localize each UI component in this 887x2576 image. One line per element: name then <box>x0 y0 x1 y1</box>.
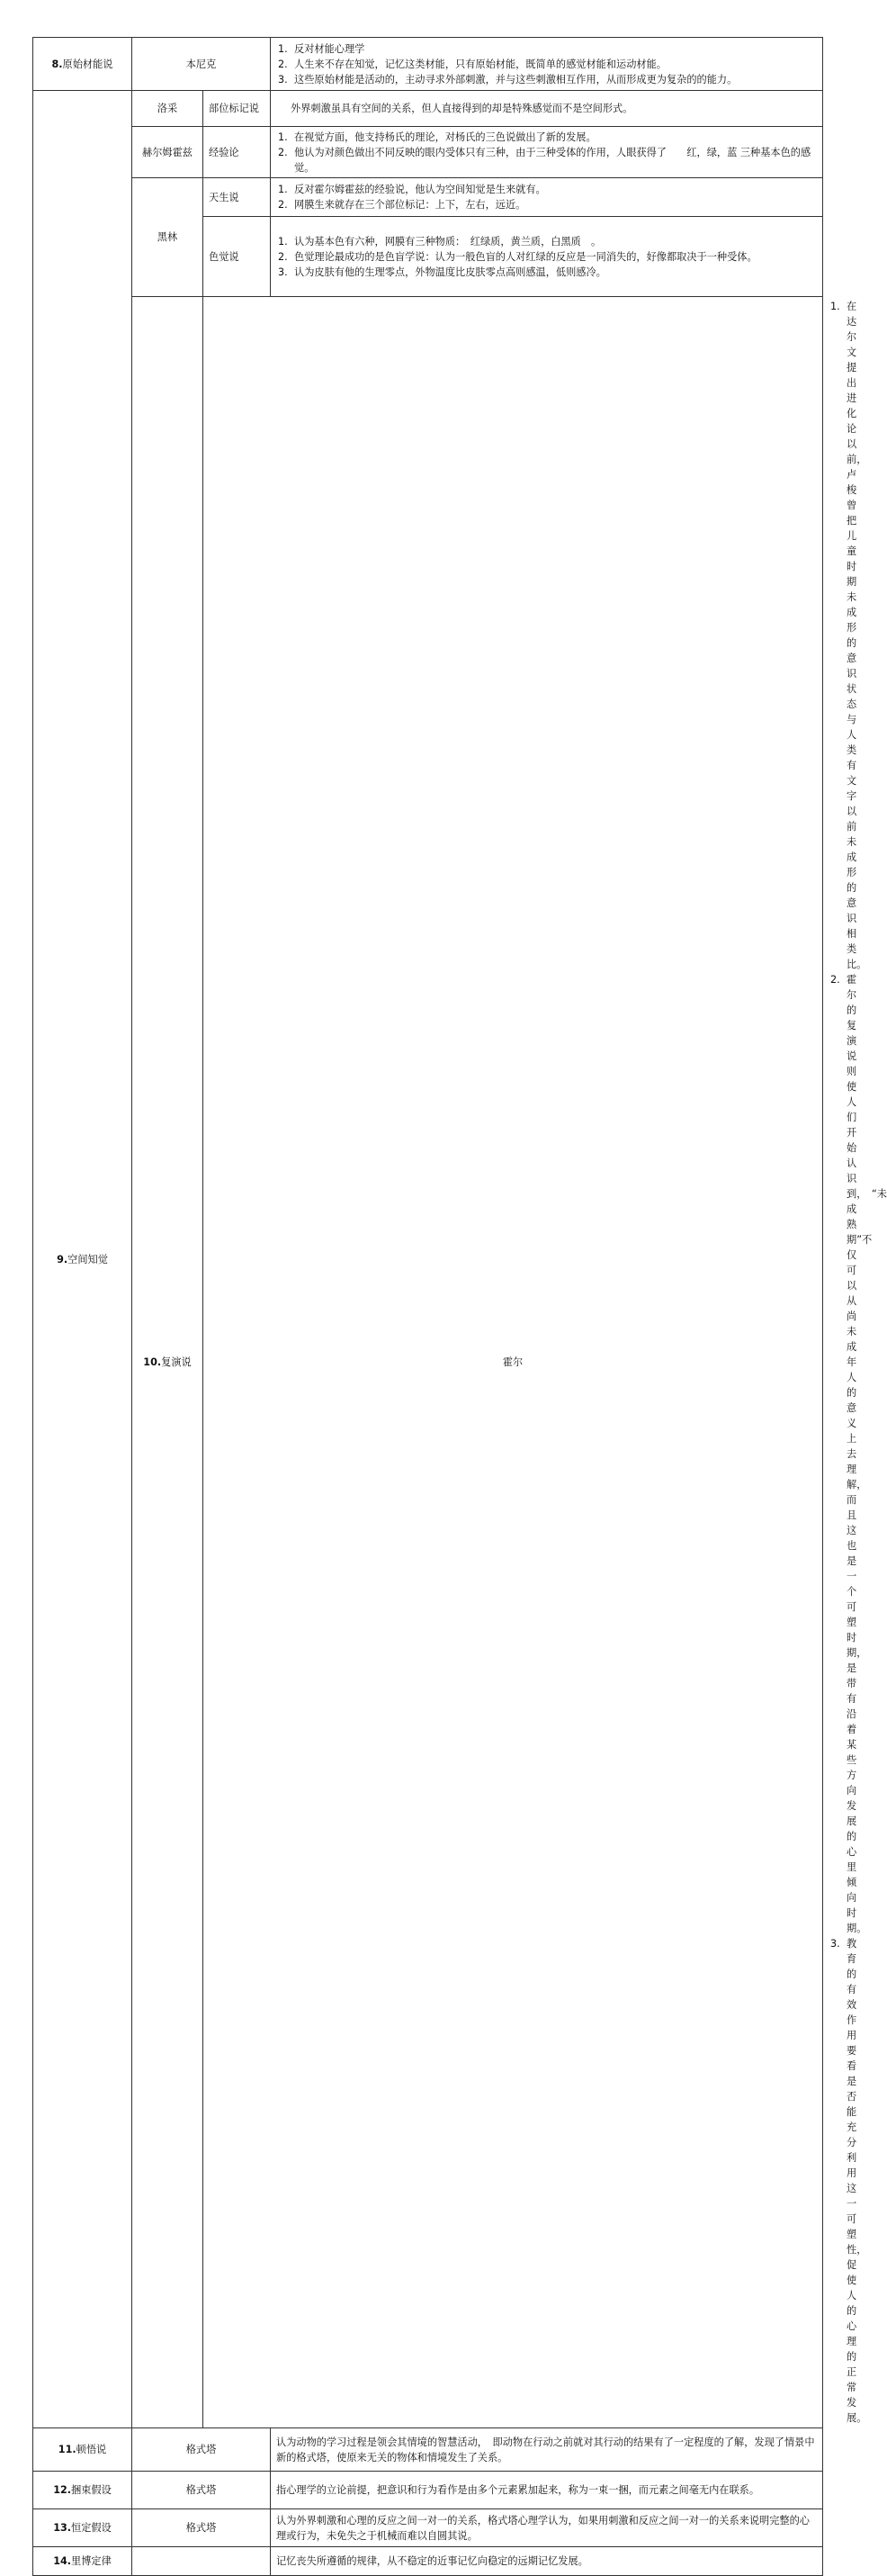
topic-number: 13. <box>53 2522 72 2534</box>
list-item: 人生来不存在知觉，记忆这类材能，只有原始材能，既简单的感觉材能和运动材能。 <box>294 58 667 70</box>
person-cell <box>132 2547 271 2576</box>
table-row <box>33 2472 823 2509</box>
description-list: 在达尔文提出进化论以前，卢梭曾把儿童时期未成形的意识状态与人类有文字以前未成形的意识相类比。 霍尔的复演说则使人们开始认识到， “未成熟期”不仅可以从尚未成年人的意义上去理解，而且这也是一个可塑时期，是带有沿着某些方向发展的心里倾向时期。 教育的有效作用要看是否能充分利用这一可塑性，促使人的心理的正常发展。 <box>847 301 887 2424</box>
topic-cell <box>33 2547 132 2576</box>
person-cell: 格式塔 <box>132 2509 271 2547</box>
description-cell: 认为动物的学习过程是领会其情境的智慧活动， 即动物在行动之前就对其行动的结果有了一定程度的了解，发现了情景中新的格式塔，使原来无关的物体和情境发生了关系。 <box>271 2428 823 2472</box>
topic-title: 捆束假设 <box>71 2484 112 2496</box>
table-row <box>33 2547 823 2576</box>
list-item: 网膜生来就存在三个部位标记：上下，左右，远近。 <box>294 199 526 211</box>
table-row <box>33 297 823 2428</box>
topic-cell <box>33 2428 132 2472</box>
list-item: 反对材能心理学 <box>294 42 365 55</box>
sub-theory-cell: 色觉说 <box>203 217 271 297</box>
topic-cell <box>33 38 132 91</box>
table-row <box>33 91 823 127</box>
topic-number: 14. <box>53 2555 72 2567</box>
description-cell: 认为外界刺激和心理的反应之间一对一的关系，格式塔心理学认为，如果用刺激和反应之间一对一的关系来说明完整的心理或行为，未免失之于机械而难以自圆其说。 <box>271 2509 823 2547</box>
table-row <box>33 38 823 91</box>
table-row <box>33 127 823 178</box>
topic-title: 里博定律 <box>71 2555 112 2567</box>
table-row <box>33 2428 823 2472</box>
topic-number: 12. <box>53 2484 72 2496</box>
topic-title: 顿悟说 <box>76 2444 107 2455</box>
topic-title: 空间知觉 <box>67 1253 108 1265</box>
sub-theory-cell: 经验论 <box>203 127 271 178</box>
list-item: 反对霍尔姆霍兹的经验说，他认为空间知觉是生来就有。 <box>294 184 546 195</box>
list-item: 色觉理论最成功的是色盲学说：认为一般色盲的人对红绿的反应是一同消失的，好像都取决于一种受体。 <box>294 250 757 263</box>
person-cell: 本尼克 <box>132 38 271 91</box>
list-item: 这些原始材能是活动的，主动寻求外部刺激，并与这些刺激相互作用，从而形成更为复杂的的能力。 <box>294 73 738 86</box>
topic-number: 9. <box>57 1253 68 1265</box>
topic-title: 复演说 <box>161 1356 192 1368</box>
description-list <box>276 182 817 212</box>
topic-title: 原始材能说 <box>62 58 113 70</box>
description-cell <box>271 38 823 91</box>
topic-cell <box>132 297 203 2428</box>
description-cell: 外界刺激虽具有空间的关系，但人直接得到的却是特殊感觉而不是空间形式。 <box>271 91 823 127</box>
description-list <box>276 41 817 87</box>
description-cell <box>271 178 823 217</box>
topic-number: 8. <box>51 58 63 70</box>
description-cell: 记忆丧失所遵循的规律，从不稳定的近事记忆向稳定的远期记忆发展。 <box>271 2547 823 2576</box>
sub-theory-cell: 天生说 <box>203 178 271 217</box>
description-list <box>276 234 817 280</box>
person-cell: 格式塔 <box>132 2472 271 2509</box>
list-item: 认为基本色有六种，网膜有三种物质： 红绿质，黄兰质，白黑质 。 <box>294 235 602 248</box>
person-cell: 洛采 <box>132 91 203 127</box>
person-cell: 赫尔姆霍兹 <box>132 127 203 178</box>
list-item: 他认为对颜色做出不同反映的眼内受体只有三种，由于三种受体的作用，人眼获得了 红，绿，蓝 三种基本色的感觉。 <box>294 146 811 174</box>
person-cell: 霍尔 <box>203 297 823 2428</box>
table-row <box>33 2509 823 2547</box>
topic-cell <box>33 2472 132 2509</box>
topic-title: 恒定假设 <box>71 2522 112 2534</box>
description-cell <box>271 127 823 178</box>
description-list <box>276 130 817 176</box>
list-item: 在视觉方面，他支持杨氏的理论，对杨氏的三色说做出了新的发展。 <box>294 131 596 143</box>
table-row <box>33 178 823 217</box>
description-cell <box>271 217 823 297</box>
concept-table <box>32 37 887 2576</box>
topic-number: 11. <box>58 2444 76 2455</box>
list-item: 认为皮肤有他的生理零点，外物温度比皮肤零点高则感温，低则感冷。 <box>294 266 606 278</box>
person-cell: 黑林 <box>132 178 203 297</box>
person-cell: 格式塔 <box>132 2428 271 2472</box>
sub-theory-cell: 部位标记说 <box>203 91 271 127</box>
topic-number: 10. <box>143 1356 162 1368</box>
description-cell: 指心理学的立论前提，把意识和行为看作是由多个元素累加起来，称为一束一捆，而元素之间毫无内在联系。 <box>271 2472 823 2509</box>
topic-cell <box>33 2509 132 2547</box>
topic-cell <box>33 91 132 2428</box>
